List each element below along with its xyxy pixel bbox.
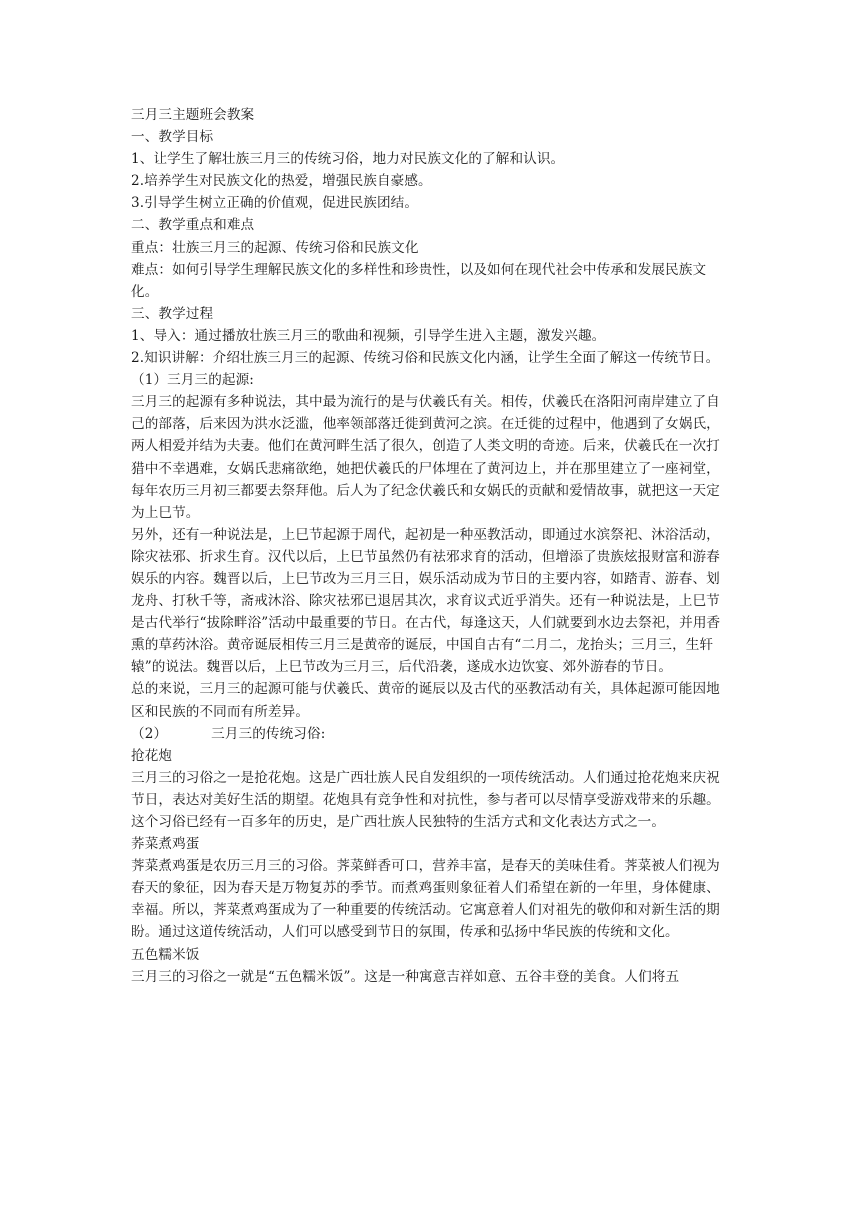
custom-1-title: 抢花炮 — [131, 747, 173, 764]
difficulty-point: 难点：如何引导学生理解民族文化的多样性和珍贵性，以及如何在现代社会中传承和发展民族文化。 — [131, 261, 707, 300]
document-title: 三月三主题班会教案 — [131, 107, 255, 123]
origin-paragraph-3: 总的来说，三月三的起源可能与伏羲氏、黄帝的诞辰以及古代的巫教活动有关，具体起源可能因地区和民族的不同而有所差异。 — [131, 681, 720, 720]
process-step-1: 1、导入：通过播放壮族三月三的歌曲和视频，引导学生进入主题，激发兴趣。 — [131, 327, 606, 344]
section-heading-key-points: 二、教学重点和难点 — [131, 217, 255, 234]
document-body — [131, 104, 731, 988]
custom-2-title: 荞菜煮鸡蛋 — [131, 836, 200, 853]
origin-paragraph-2: 另外，还有一种说法是，上巳节起源于周代，起初是一种巫教活动，即通过水滨祭祀、沐浴活动，除灾祛邪、折求生育。汉代以后，上巳节虽然仍有祛邪求育的活动，但增添了贵族炫报财富和游春娱乐的内容。魏晋以后，上巳节改为三月三日，娱乐活动成为节日的主要内容，如踏青、游春、划龙舟、打秋千等，斋戒沐浴、除灾祛邪已退居其次，求育议式近乎消失。还有一种说法是，上巳节是古代举行“拔除畔浴”活动中最重要的节日。在古代，每逢这天，人们就要到水边去祭祀，并用香熏的草药沐浴。黄帝诞辰相传三月三是黄帝的诞辰，中国自古有“二月二，龙抬头；三月三，生轩辕”的说法。魏晋以后，上巳节改为三月三，后代沿袭，遂成水边饮宴、郊外游春的节日。 — [131, 526, 721, 676]
goal-item-1: 1、让学生了解壮族三月三的传统习俗，地力对民族文化的了解和认识。 — [131, 151, 565, 168]
goal-item-2: 2.培养学生对民族文化的热爱，增强民族自豪感。 — [131, 173, 432, 190]
section-heading-goals: 一、教学目标 — [131, 129, 214, 146]
customs-heading-text: 三月三的传统习俗: — [211, 725, 326, 742]
origin-subheading: （1）三月三的起源: — [131, 372, 254, 389]
origin-paragraph-1: 三月三的起源有多种说法，其中最为流行的是与伏羲氏有关。相传，伏羲氏在洛阳河南岸建立了自己的部落，后来因为洪水泛滥，他率领部落迁徙到黄河之滨。在迁徙的过程中，他遇到了女娲氏，两人相爱并结为夫妻。他们在黄河畔生活了很久，创造了人类文明的奇迹。后来，伏羲氏在一次打猎中不幸遇难，女娲氏悲痛欲绝，她把伏羲氏的尸体埋在了黄河边上，并在那里建立了一座祠堂，每年农历三月初三都要去祭拜他。后人为了纪念伏羲氏和女娲氏的贡献和爱情故事，就把这一天定为上巳节。 — [131, 394, 720, 521]
customs-subheading — [131, 723, 731, 745]
key-point: 重点：壮族三月三的起源、传统习俗和民族文化 — [131, 239, 419, 256]
process-step-2: 2.知识讲解：介绍壮族三月三的起源、传统习俗和民族文化内涵，让学生全面了解这一传统节日。 — [131, 350, 720, 367]
custom-3-title: 五色糯米饭 — [131, 946, 200, 963]
custom-2-text: 荠菜煮鸡蛋是农历三月三的习俗。荠菜鲜香可口，营养丰富，是春天的美味佳肴。荠菜被人们视为春天的象征，因为春天是万物复苏的季节。而煮鸡蛋则象征着人们希望在新的一年里，身体健康、幸福。所以，荠菜煮鸡蛋成为了一种重要的传统活动。它寓意着人们对祖先的敬仰和对新生活的期盼。通过这道传统活动，人们可以感受到节日的氛围，传承和弘扬中华民族的传统和文化。 — [131, 858, 720, 941]
goal-item-3: 3.引导学生树立正确的价值观，促进民族团结。 — [131, 195, 419, 212]
customs-number: （2） — [131, 725, 168, 742]
custom-3-text: 三月三的习俗之一就是“五色糯米饭”。这是一种寓意吉祥如意、五谷丰登的美食。人们将五 — [131, 968, 680, 985]
custom-1-text: 三月三的习俗之一是抢花炮。这是广西壮族人民自发组织的一项传统活动。人们通过抢花炮来庆祝节日，表达对美好生活的期望。花炮具有竞争性和对抗性，参与者可以尽情享受游戏带来的乐趣。这个习俗已经有一百多年的历史，是广西壮族人民独特的生活方式和文化表达方式之一。 — [131, 769, 720, 830]
section-heading-process: 三、教学过程 — [131, 305, 214, 322]
